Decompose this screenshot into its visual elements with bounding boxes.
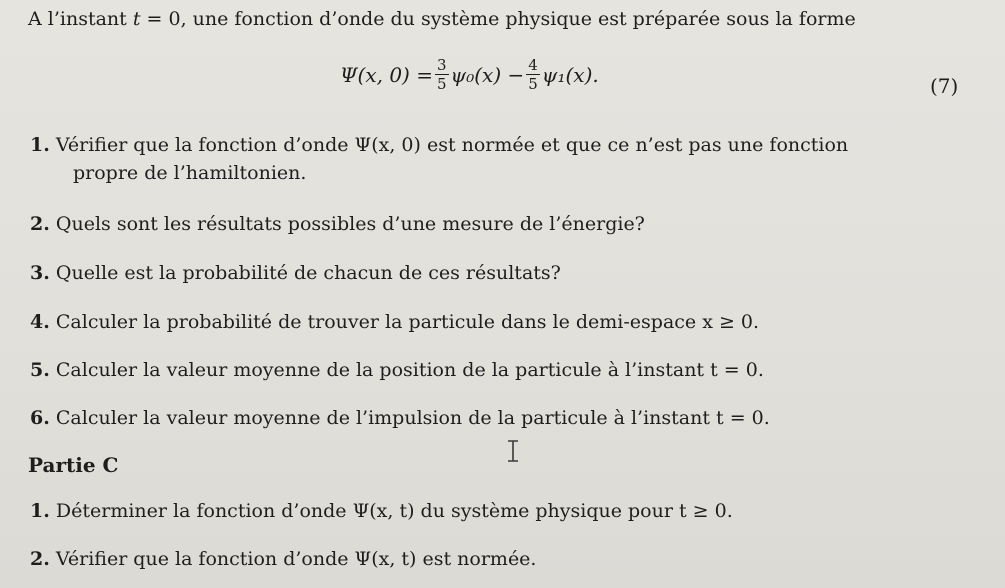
intro-line xyxy=(28,8,856,31)
intro-text-before: A l’instant xyxy=(28,8,133,30)
question-number: 5. xyxy=(30,359,50,381)
question-text: Vérifier que la fonction d’onde Ψ(x, 0) est normée et que ce n’est pas une fonction xyxy=(55,134,849,156)
question-text: Calculer la probabilité de trouver la particule dans le demi-espace x ≥ 0. xyxy=(55,311,760,333)
question-3 xyxy=(30,262,561,285)
question-text: Déterminer la fonction d’onde Ψ(x, t) du système physique pour t ≥ 0. xyxy=(55,500,733,522)
question-text: Quelle est la probabilité de chacun de ces résultats? xyxy=(55,262,561,284)
question-2 xyxy=(30,213,645,236)
fraction-numerator: 3 xyxy=(436,56,447,74)
question-6 xyxy=(30,407,770,430)
part-c-question-1 xyxy=(30,500,733,523)
equation-term-psi1: ψ₁(x). xyxy=(541,63,599,87)
question-text: Calculer la valeur moyenne de la position de la particule à l’instant t = 0. xyxy=(55,359,764,381)
question-text: Quels sont les résultats possibles d’une mesure de l’énergie? xyxy=(55,213,645,235)
question-text: Vérifier que la fonction d’onde Ψ(x, t) est normée. xyxy=(55,548,537,570)
wavefunction-equation xyxy=(340,58,599,92)
question-text: Calculer la valeur moyenne de l’impulsion de la particule à l’instant t = 0. xyxy=(55,407,770,429)
question-number: 1. xyxy=(30,134,50,156)
equation-term-psi0: ψ₀(x) − xyxy=(450,63,525,87)
text-cursor-icon xyxy=(506,440,520,462)
intro-eq-zero: = 0 xyxy=(140,8,181,30)
question-text: propre de l’hamiltonien. xyxy=(73,162,307,184)
fraction-numerator: 4 xyxy=(528,56,538,74)
question-4 xyxy=(30,311,759,334)
fraction-denominator: 5 xyxy=(436,75,447,93)
question-5 xyxy=(30,359,764,382)
fraction-denominator: 5 xyxy=(528,75,538,93)
equation-number: (7) xyxy=(930,74,959,98)
section-heading-partie-c: Partie C xyxy=(28,453,119,477)
equation-lhs: Ψ(x, 0) = xyxy=(340,63,433,87)
question-number: 1. xyxy=(30,500,50,522)
question-number: 2. xyxy=(30,548,50,570)
question-number: 4. xyxy=(30,311,50,333)
question-1-continuation xyxy=(73,162,306,185)
question-number: 2. xyxy=(30,213,50,235)
question-number: 3. xyxy=(30,262,50,284)
intro-text-after: , une fonction d’onde du système physique est préparée sous la forme xyxy=(180,8,856,30)
intro-t-var: t xyxy=(132,8,141,30)
question-number: 6. xyxy=(30,407,50,429)
fraction-four-fifths xyxy=(526,58,540,92)
question-1 xyxy=(30,134,848,157)
fraction-three-fifths xyxy=(435,58,449,92)
part-c-question-2 xyxy=(30,548,536,571)
